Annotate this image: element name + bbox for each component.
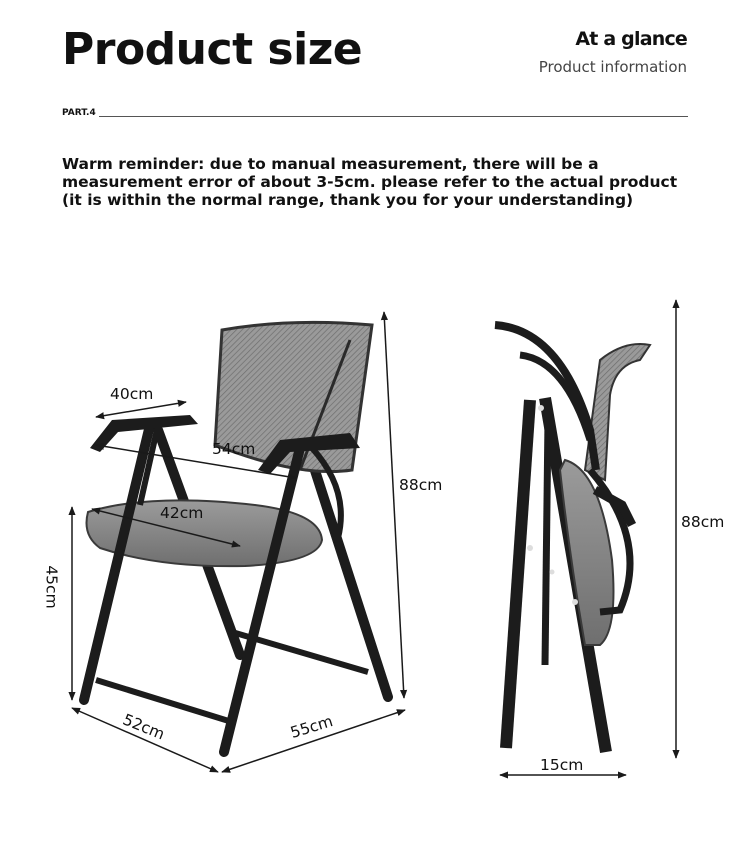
at-a-glance-label: At a glance: [575, 28, 687, 50]
product-information-label: Product information: [538, 58, 687, 76]
folded-height-label: 88cm: [681, 513, 725, 531]
total-height-label: 88cm: [399, 476, 443, 494]
seat-height-label: 45cm: [42, 565, 61, 609]
page-title: Product size: [62, 24, 363, 75]
armrest-span-label: 54cm: [212, 440, 256, 458]
part-label: PART.4: [62, 108, 96, 118]
seat-width-label: 42cm: [160, 504, 204, 522]
folded-thickness-label: 15cm: [540, 756, 584, 774]
measurement-notice: Warm reminder: due to manual measurement, there will be a measurement error of about 3-5cm. please refer to the actual product (it is within the normal range, thank you for your understanding): [62, 155, 678, 209]
armrest-length-label: 40cm: [110, 385, 154, 403]
depth-label: 52cm: [120, 710, 168, 744]
folded-chair: [495, 325, 650, 752]
width-label: 55cm: [288, 712, 336, 742]
